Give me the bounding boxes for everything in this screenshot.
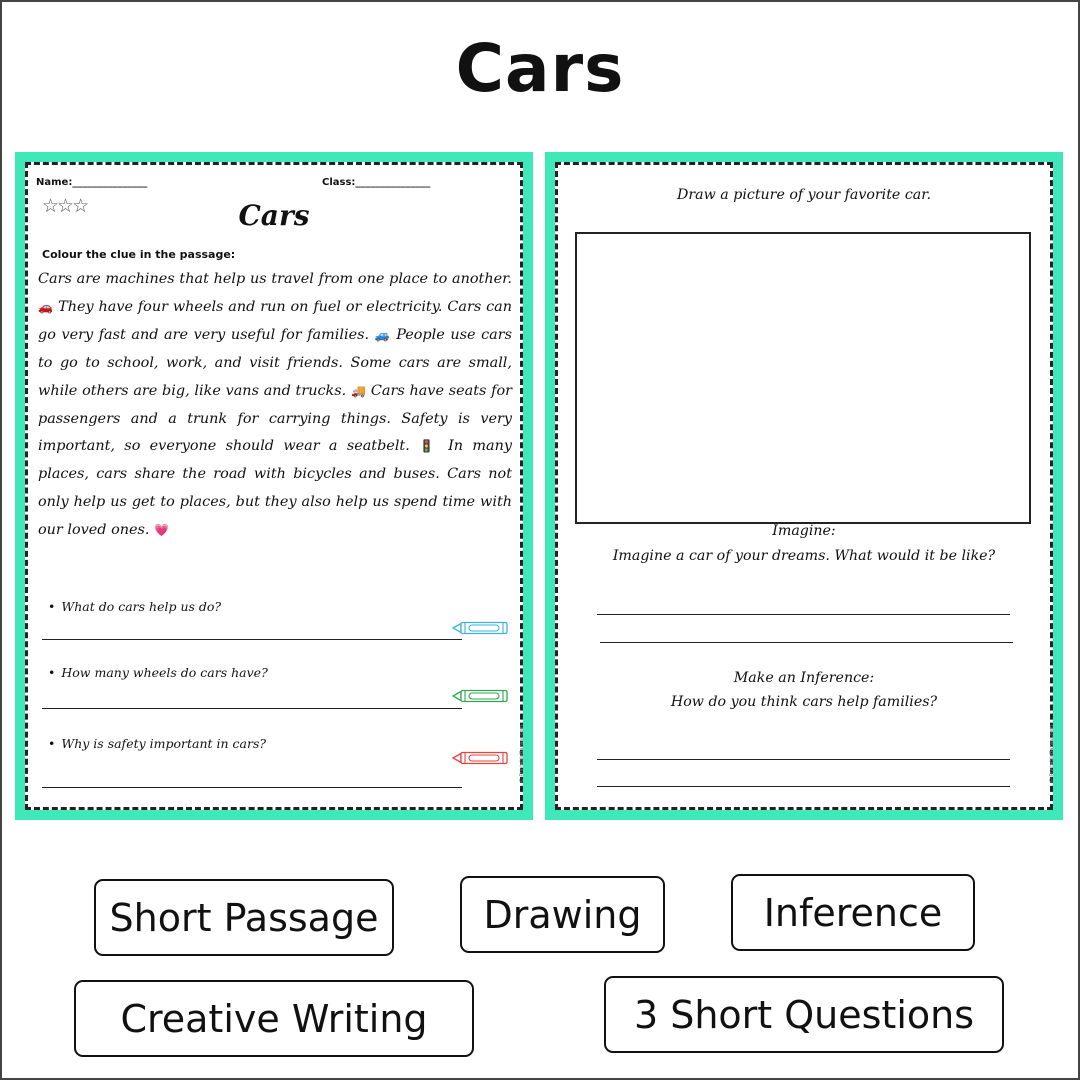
question-1: • What do cars help us do?: [48, 599, 222, 614]
tag-3-short-questions: 3 Short Questions: [604, 976, 1004, 1053]
passage-text: Cars are machines that help us travel from one place to another.: [38, 271, 512, 287]
tag-drawing: Drawing: [460, 876, 665, 953]
inference-answer-line-2: [597, 786, 1010, 787]
inference-answer-line-1: [597, 759, 1010, 760]
passage-emoji-icon: 🚚: [350, 383, 367, 398]
class-field: Class:_______________: [322, 177, 431, 188]
question-3: • Why is safety important in cars?: [48, 736, 267, 751]
worksheet-dashed-border: [25, 162, 523, 810]
worksheet-page-reading: [15, 152, 533, 820]
copyright-text: © PrintableBazaar.com: [1049, 725, 1055, 783]
passage-emoji-icon: 💗: [154, 523, 170, 538]
passage-emoji-icon: 🚗: [38, 299, 54, 314]
worksheet-title: Cars: [238, 199, 310, 232]
inference-question: How do you think cars help families?: [670, 694, 938, 710]
reading-passage: [38, 266, 512, 545]
tag-short-passage: Short Passage: [94, 879, 394, 956]
rating-stars-icon: ☆☆☆: [42, 195, 88, 217]
drawing-box: [575, 232, 1031, 524]
imagine-answer-line-1: [597, 614, 1010, 615]
answer-line-3: [42, 787, 462, 788]
imagine-question: Imagine a car of your dreams. What would it be like?: [612, 548, 996, 564]
imagine-answer-line-2: [600, 642, 1013, 643]
name-field: Name:_______________: [36, 177, 148, 188]
answer-line-1: [42, 639, 462, 640]
answer-line-2: [42, 708, 462, 709]
passage-text: In many places, cars share the road with bicycles and buses. Cars not only help us get to places, but they also help us spend time with our loved ones.: [38, 438, 512, 539]
question-1-text: What do cars help us do?: [61, 599, 222, 614]
question-2: • How many wheels do cars have?: [48, 665, 268, 680]
imagine-heading: Imagine:: [772, 523, 836, 539]
crayon-icon-blue: [452, 620, 510, 636]
question-2-text: How many wheels do cars have?: [61, 665, 268, 680]
crayon-icon-red: [452, 750, 510, 766]
page-title: Cars: [455, 30, 625, 107]
passage-instruction: Colour the clue in the passage:: [42, 248, 236, 261]
crayon-icon-green: [452, 688, 510, 704]
question-3-text: Why is safety important in cars?: [61, 736, 267, 751]
activity-dashed-border: [555, 162, 1053, 810]
inference-heading: Make an Inference:: [733, 670, 875, 686]
worksheet-page-activity: [545, 152, 1063, 820]
tag-creative-writing: Creative Writing: [74, 980, 474, 1057]
passage-emoji-icon: 🚦: [419, 439, 439, 454]
copyright-text: © PrintableBazaar.com: [519, 725, 525, 783]
tag-inference: Inference: [731, 874, 975, 951]
passage-text: They have four wheels and run on fuel or electricity. Cars can go very fast and are very useful for families.: [38, 298, 512, 343]
passage-emoji-icon: 🚙: [374, 327, 391, 342]
passage-text: People use cars to go to school, work, and visit friends. Some cars are small, while others are big, like vans and trucks.: [38, 326, 513, 399]
passage-text: Cars have seats for passengers and a trunk for carrying things. Safety is very important, so everyone should wear a seatbelt.: [38, 382, 512, 455]
draw-prompt: Draw a picture of your favorite car.: [677, 187, 931, 203]
